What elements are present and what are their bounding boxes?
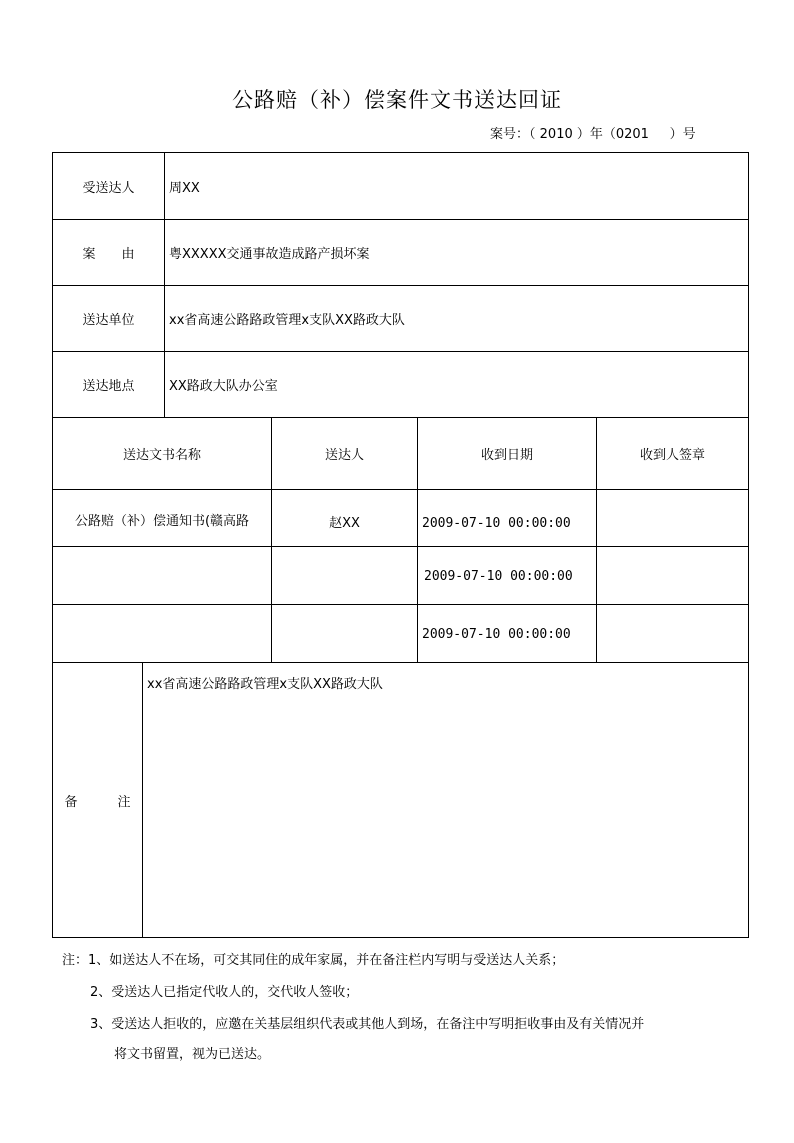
remarks-value: xx省高速公路路政管理x支队XX路政大队 — [142, 662, 749, 938]
row2-date: 2009-07-10 00:00:00 — [417, 546, 597, 605]
note-3-continued: 将文书留置，视为已送达。 — [114, 1047, 271, 1062]
note-2: 2、受送达人已指定代收人的，交代收人签收； — [90, 985, 359, 1000]
row2-sender — [271, 546, 418, 605]
row3-doc-name — [52, 604, 272, 663]
row3-signature — [596, 604, 749, 663]
serving-unit-value: xx省高速公路路政管理x支队XX路政大队 — [164, 285, 749, 352]
row2-doc-name — [52, 546, 272, 605]
header-received-date: 收到日期 — [417, 417, 597, 490]
row2-signature — [596, 546, 749, 605]
row3-date: 2009-07-10 00:00:00 — [417, 604, 597, 663]
header-doc-name: 送达文书名称 — [52, 417, 272, 490]
case-number-text: （ 2010 ）年（0201 ）号 — [529, 127, 696, 142]
row1-sender: 赵XX — [271, 489, 418, 547]
header-sender: 送达人 — [271, 417, 418, 490]
serving-unit-label: 送达单位 — [52, 285, 165, 352]
case-cause-label: 案由 — [52, 219, 165, 286]
note-1: 注：1、如送达人不在场，可交其同住的成年家属，并在备注栏内写明与受送达人关系； — [62, 953, 565, 968]
remarks-label: 备注 — [52, 662, 143, 938]
serving-location-label: 送达地点 — [52, 351, 165, 418]
row1-doc-name: 公路赔（补）偿通知书(赣高路 — [52, 489, 272, 547]
serving-location-value: XX路政大队办公室 — [164, 351, 749, 418]
document-title: 公路赔（补）偿案件文书送达回证 — [232, 88, 562, 112]
row1-date: 2009-07-10 00:00:00 — [417, 489, 597, 547]
row3-sender — [271, 604, 418, 663]
header-receiver-signature: 收到人签章 — [596, 417, 749, 490]
note-3: 3、受送达人拒收的，应邀在关基层组织代表或其他人到场，在备注中写明拒收事由及有关情况并 — [90, 1017, 645, 1032]
case-cause-value: 粤XXXXX交通事故造成路产损坏案 — [164, 219, 749, 286]
case-number — [490, 123, 696, 142]
recipient-value: 周XX — [164, 152, 749, 220]
row1-signature — [596, 489, 749, 547]
case-number-label: 案号： — [490, 127, 530, 142]
recipient-label: 受送达人 — [52, 152, 165, 220]
